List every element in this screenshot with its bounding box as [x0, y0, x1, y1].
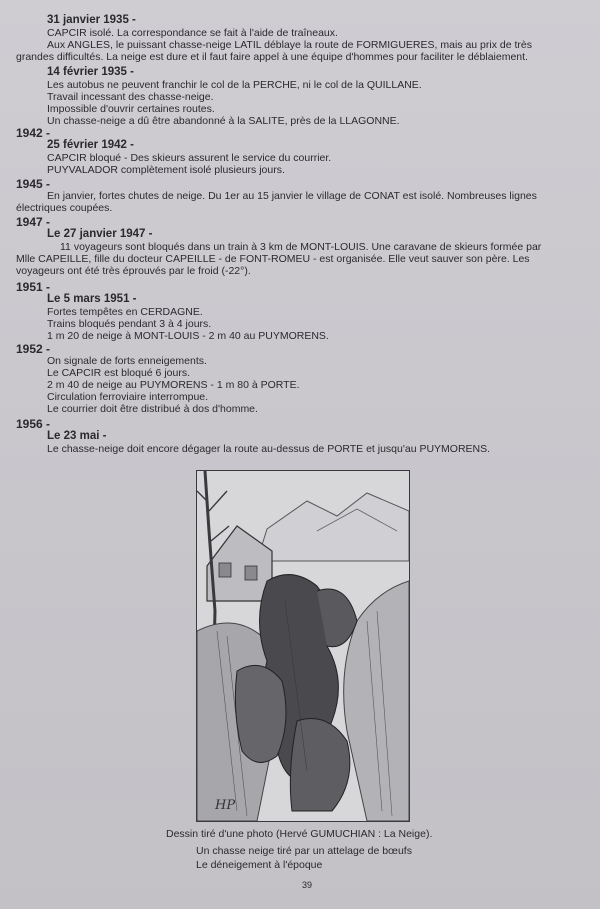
entry-text-line: Circulation ferroviaire interrompue. [47, 391, 209, 403]
entry-text-line: Les autobus ne peuvent franchir le col de la PERCHE, ni le col de la QUILLANE. [47, 79, 422, 91]
entry-date: 14 février 1935 - [47, 66, 134, 78]
artist-signature: HP [215, 798, 236, 813]
entry-year: 1956 - [16, 417, 51, 431]
entry-text-line: Aux ANGLES, le puissant chasse-neige LATIL déblaye la route de FORMIGUERES, mais au prix de très [47, 39, 532, 51]
entry-text-line: CAPCIR bloqué - Des skieurs assurent le service du courrier. [47, 152, 332, 164]
figure-caption-title: Un chasse neige tiré par un attelage de bœufs [196, 845, 412, 857]
entry-year: 1945 - [16, 177, 51, 191]
figure-caption-subtitle: Le déneigement à l'époque [196, 859, 323, 871]
entry-text-line: 11 voyageurs sont bloqués dans un train à 3 km de MONT-LOUIS. Une caravane de skieurs formée par [60, 241, 542, 253]
entry-text-line: voyageurs ont été très éprouvés par le froid (-22°). [16, 265, 251, 277]
entry-year: 1951 - [16, 280, 51, 294]
figure-caption-source: Dessin tiré d'une photo (Hervé GUMUCHIAN : La Neige). [166, 828, 433, 840]
entry-text-line: Fortes tempêtes en CERDAGNE. [47, 306, 203, 318]
entry-year: 1947 - [16, 215, 51, 229]
entry-text-line: Le CAPCIR est bloqué 6 jours. [47, 367, 190, 379]
entry-year: 1942 - [16, 126, 51, 140]
entry-date: Le 5 mars 1951 - [47, 293, 137, 305]
entry-text-line: grandes difficultés. La neige est dure et il faut faire appel à une équipe d'hommes pour faciliter le déblaiement. [16, 51, 528, 63]
entry-date: Le 23 mai - [47, 430, 107, 442]
entry-text-line: Impossible d'ouvrir certaines routes. [47, 103, 215, 115]
entry-text-line: électriques coupées. [16, 202, 113, 214]
entry-text-line: Mlle CAPEILLE, fille du docteur CAPEILLE - de FONT-ROMEU - est organisée. Elle veut sauver son père. Les [16, 253, 530, 265]
entry-text-line: Un chasse-neige a dû être abandonné à la SALITE, près de la LLAGONNE. [47, 115, 400, 127]
entry-text-line: Le courrier doit être distribué à dos d'homme. [47, 403, 258, 415]
entry-text-line: PUYVALADOR complètement isolé plusieurs jours. [47, 164, 285, 176]
entry-text-line: On signale de forts enneigements. [47, 355, 207, 367]
entry-text-line: Trains bloqués pendant 3 à 4 jours. [47, 318, 212, 330]
ox-team-snowplow-sketch [197, 471, 409, 821]
entry-text-line: 2 m 40 de neige au PUYMORENS - 1 m 80 à PORTE. [47, 379, 300, 391]
entry-year: 1952 - [16, 342, 51, 356]
entry-text-line: Le chasse-neige doit encore dégager la route au-dessus de PORTE et jusqu'au PUYMORENS. [47, 443, 491, 455]
entry-date: Le 27 janvier 1947 - [47, 228, 153, 240]
entry-text-line: 1 m 20 de neige à MONT-LOUIS - 2 m 40 au PUYMORENS. [47, 330, 329, 342]
entry-text-line: En janvier, fortes chutes de neige. Du 1er au 15 janvier le village de CONAT est isolé. Nombreuses lignes [47, 190, 537, 202]
entry-date: 31 janvier 1935 - [47, 14, 136, 26]
page-number: 39 [302, 880, 313, 890]
entry-text-line: Travail incessant des chasse-neige. [47, 91, 214, 103]
entry-date: 25 février 1942 - [47, 139, 134, 151]
snowplow-drawing [196, 470, 410, 822]
entry-text-line: CAPCIR isolé. La correspondance se fait à l'aide de traîneaux. [47, 27, 338, 39]
